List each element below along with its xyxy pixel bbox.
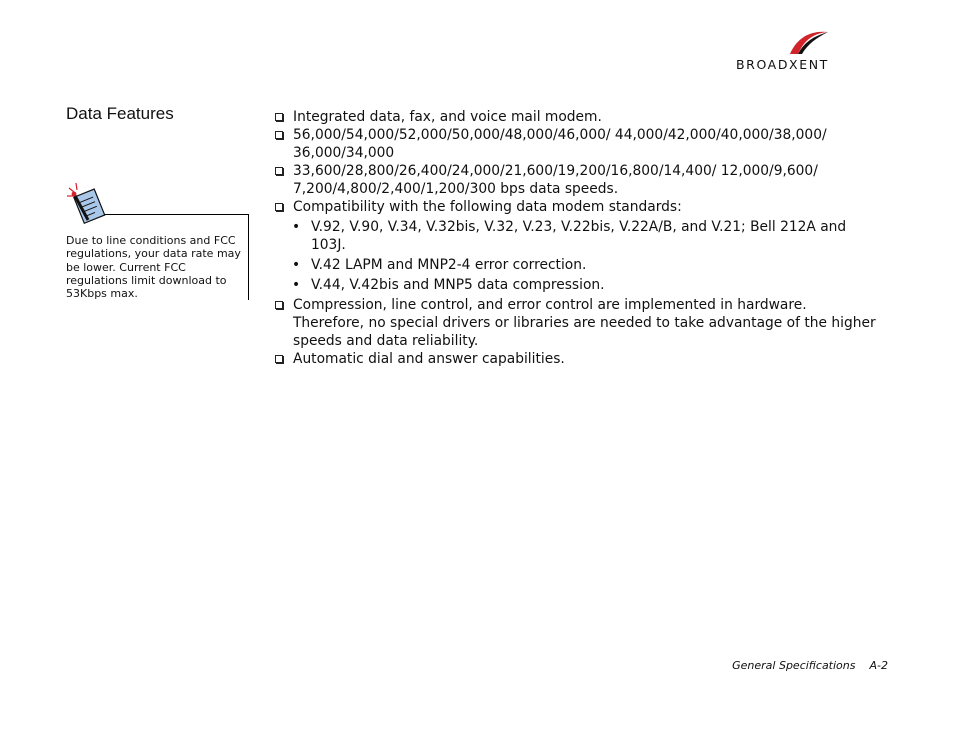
checkbox-bullet-icon: [275, 131, 283, 139]
logo-swoosh-icon: [788, 26, 830, 56]
list-item: [270, 108, 880, 126]
note-divider-vertical: [248, 214, 249, 300]
feature-list: [270, 108, 880, 368]
page-number: A-2: [869, 659, 888, 672]
list-item-text: Integrated data, fax, and voice mail modem.: [293, 109, 602, 125]
list-item: [270, 198, 880, 216]
memo-pencil-icon: [66, 182, 108, 228]
list-item-text: Compatibility with the following data modem standards:: [293, 199, 682, 215]
logo-wordmark: BROADXENT: [736, 57, 829, 72]
bullet-icon: •: [292, 257, 301, 273]
checkbox-bullet-icon: [275, 203, 283, 211]
list-item: [270, 296, 880, 350]
checkbox-bullet-icon: [275, 167, 283, 175]
bullet-icon: •: [292, 219, 301, 235]
note-text: Due to line conditions and FCC regulations, your data rate may be lower. Current FCC regulations limit download to 53Kbps max.: [66, 234, 241, 301]
bullet-icon: •: [292, 277, 301, 293]
list-item-text: 33,600/28,800/26,400/24,000/21,600/19,200/16,800/14,400/ 12,000/9,600/ 7,200/4,800/2,400/1,200/300 bps data speeds.: [293, 163, 818, 197]
checkbox-bullet-icon: [275, 113, 283, 121]
sub-list-item-text: V.42 LAPM and MNP2-4 error correction.: [311, 257, 587, 273]
list-item-text: Compression, line control, and error control are implemented in hardware. Therefore, no special drivers or libraries are needed to take advantage of the higher speeds and data reliability.: [293, 297, 876, 349]
list-item: [270, 162, 880, 198]
checkbox-bullet-icon: [275, 355, 283, 363]
list-item-text: 56,000/54,000/52,000/50,000/48,000/46,000/ 44,000/42,000/40,000/38,000/ 36,000/34,000: [293, 127, 827, 161]
list-item: [270, 126, 880, 162]
note-divider: [104, 214, 249, 215]
sub-list-item: [270, 276, 880, 294]
section-title: Data Features: [66, 104, 174, 123]
page-footer: [732, 659, 888, 672]
sub-list-item: [270, 256, 880, 274]
footer-section: General Specifications: [732, 659, 856, 672]
broadxent-logo: [736, 26, 882, 74]
sub-list-item: [270, 218, 880, 254]
list-item: [270, 350, 880, 368]
sub-list-item-text: V.92, V.90, V.34, V.32bis, V.32, V.23, V.22bis, V.22A/B, and V.21; Bell 212A and 103J.: [311, 219, 847, 253]
sub-list-item-text: V.44, V.42bis and MNP5 data compression.: [311, 277, 605, 293]
list-item-text: Automatic dial and answer capabilities.: [293, 351, 565, 367]
checkbox-bullet-icon: [275, 301, 283, 309]
